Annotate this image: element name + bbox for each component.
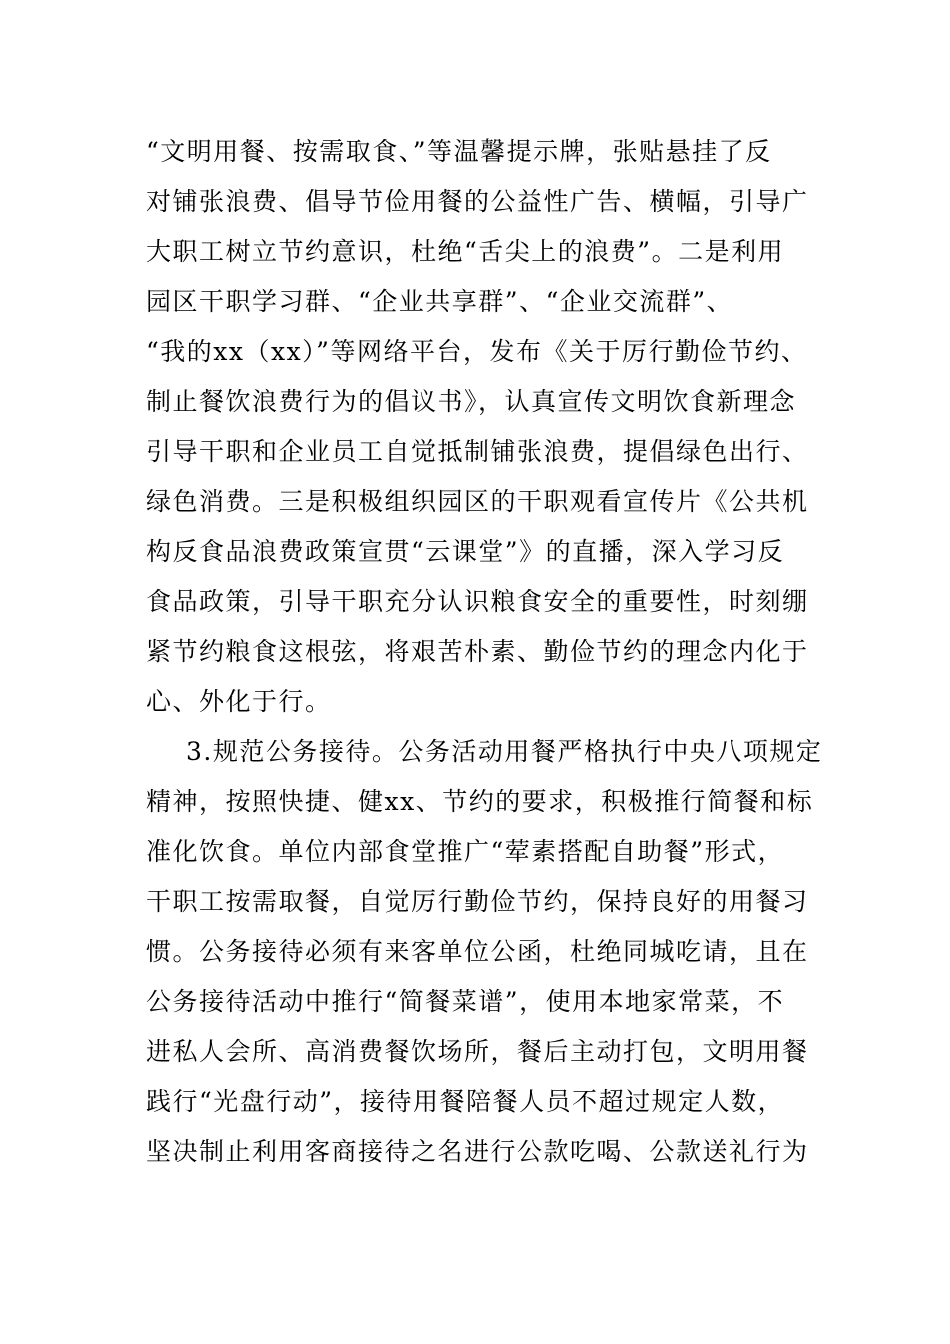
paragraph-1 bbox=[146, 127, 846, 727]
paragraph-2-line-6: 公务接待活动中推行“简餐菜谱”，使用本地家常菜，不 bbox=[146, 987, 785, 1016]
paragraph-2-line-7: 进私人会所、高消费餐饮场所，餐后主动打包，文明用餐 bbox=[146, 1037, 809, 1066]
paragraph-2-line-8: 践行“光盘行动”，接待用餐陪餐人员不超过规定人数， bbox=[146, 1087, 785, 1116]
paragraph-2-line-5: 惯。公务接待必须有来客单位公函，杜绝同城吃请，且在 bbox=[146, 937, 809, 966]
paragraph-1-line-11: 紧节约粮食这根弦，将艰苦朴素、勤俭节约的理念内化于 bbox=[146, 637, 809, 666]
paragraph-1-line-7: 引导干职和企业员工自觉抵制铺张浪费，提倡绿色出行、 bbox=[146, 437, 809, 466]
paragraph-1-line-9: 构反食品浪费政策宣贯“云课堂”》的直播，深入学习反 bbox=[146, 537, 785, 566]
paragraph-1-line-2: 对铺张浪费、倡导节俭用餐的公益性广告、横幅，引导广 bbox=[146, 187, 809, 216]
paragraph-2-line-9: 坚决制止利用客商接待之名进行公款吃喝、公款送礼行为 bbox=[146, 1137, 809, 1166]
paragraph-1-line-4: 园区干职学习群、“企业共享群”、“企业交流群”、 bbox=[146, 287, 734, 316]
paragraph-1-line-1: “文明用餐、按需取食、”等温馨提示牌，张贴悬挂了反 bbox=[146, 137, 772, 166]
paragraph-2-line-2: 精神，按照快捷、健xx、节约的要求，积极推行简餐和标 bbox=[146, 787, 814, 816]
paragraph-2 bbox=[146, 727, 846, 1177]
paragraph-2-line-4: 干职工按需取餐，自觉厉行勤俭节约，保持良好的用餐习 bbox=[146, 887, 809, 916]
paragraph-1-line-12: 心、外化于行。 bbox=[146, 687, 332, 716]
paragraph-1-line-6: 制止餐饮浪费行为的倡议书》，认真宣传文明饮食新理念 bbox=[146, 387, 797, 416]
paragraph-1-line-5: “我的xx（xx）”等网络平台，发布《关于厉行勤俭节约、 bbox=[146, 337, 808, 366]
paragraph-1-line-3: 大职工树立节约意识，杜绝“舌尖上的浪费”。二是利用 bbox=[146, 237, 785, 266]
paragraph-2-line-1: 3.规范公务接待。公务活动用餐严格执行中央八项规定 bbox=[186, 737, 823, 766]
paragraph-2-line-3: 准化饮食。单位内部食堂推广“荤素搭配自助餐”形式， bbox=[146, 837, 785, 866]
document-body bbox=[146, 127, 846, 1177]
paragraph-1-line-8: 绿色消费。三是积极组织园区的干职观看宣传片《公共机 bbox=[146, 487, 809, 516]
paragraph-1-line-10: 食品政策，引导干职充分认识粮食安全的重要性，时刻绷 bbox=[146, 587, 809, 616]
